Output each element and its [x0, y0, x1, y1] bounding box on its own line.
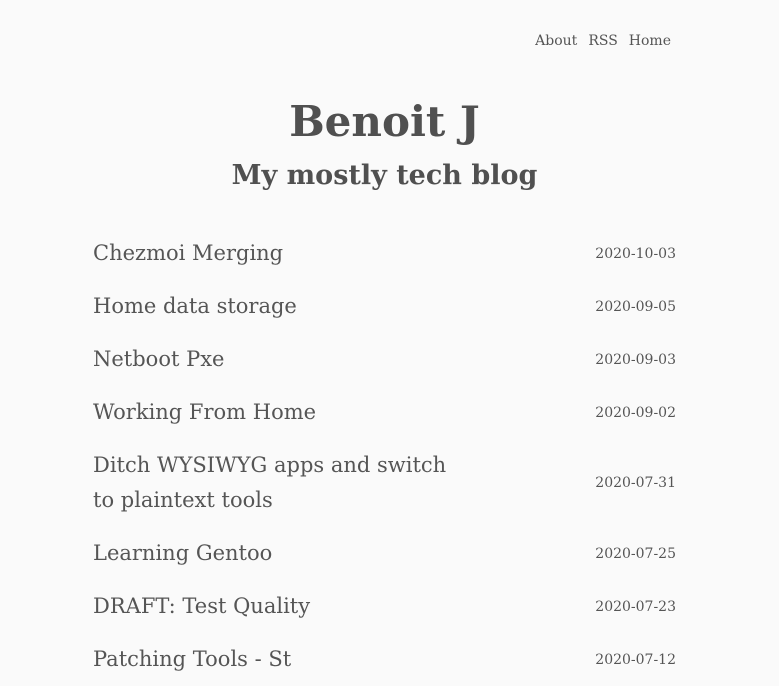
post-item	[93, 439, 676, 527]
post-date: 2020-07-31	[595, 475, 676, 491]
post-date: 2020-10-03	[595, 245, 676, 262]
post-title-link[interactable]: Home data storage	[93, 294, 297, 318]
post-date: 2020-09-03	[595, 351, 676, 368]
nav-link-home[interactable]: Home	[628, 33, 671, 49]
site-subtitle: My mostly tech blog	[231, 160, 538, 191]
post-item	[93, 333, 676, 386]
post-title-link[interactable]: Working From Home	[93, 400, 317, 424]
post-item	[93, 386, 676, 439]
nav-link-about[interactable]: About	[535, 33, 578, 49]
nav-link-rss[interactable]: RSS	[588, 33, 618, 49]
post-date: 2020-09-05	[595, 298, 676, 315]
top-nav	[535, 33, 671, 49]
post-item	[93, 580, 676, 633]
post-title-link[interactable]: Ditch WYSIWYG apps and switch to plaintext tools	[93, 453, 447, 512]
post-item	[93, 280, 676, 333]
post-date: 2020-07-23	[595, 598, 676, 615]
post-list	[93, 227, 676, 686]
site-header	[0, 95, 769, 203]
post-item	[93, 227, 676, 280]
post-date: 2020-07-25	[595, 545, 676, 562]
site-title[interactable]: Benoit J	[289, 97, 480, 146]
post-title-link[interactable]: DRAFT: Test Quality	[93, 594, 311, 618]
post-date: 2020-09-02	[595, 404, 676, 421]
post-title-link[interactable]: Patching Tools - St	[93, 647, 292, 671]
post-title-link[interactable]: Chezmoi Merging	[93, 241, 284, 265]
post-item	[93, 633, 676, 686]
post-title-link[interactable]: Learning Gentoo	[93, 541, 273, 565]
post-item	[93, 527, 676, 580]
post-date: 2020-07-12	[595, 651, 676, 668]
post-title-link[interactable]: Netboot Pxe	[93, 347, 225, 371]
